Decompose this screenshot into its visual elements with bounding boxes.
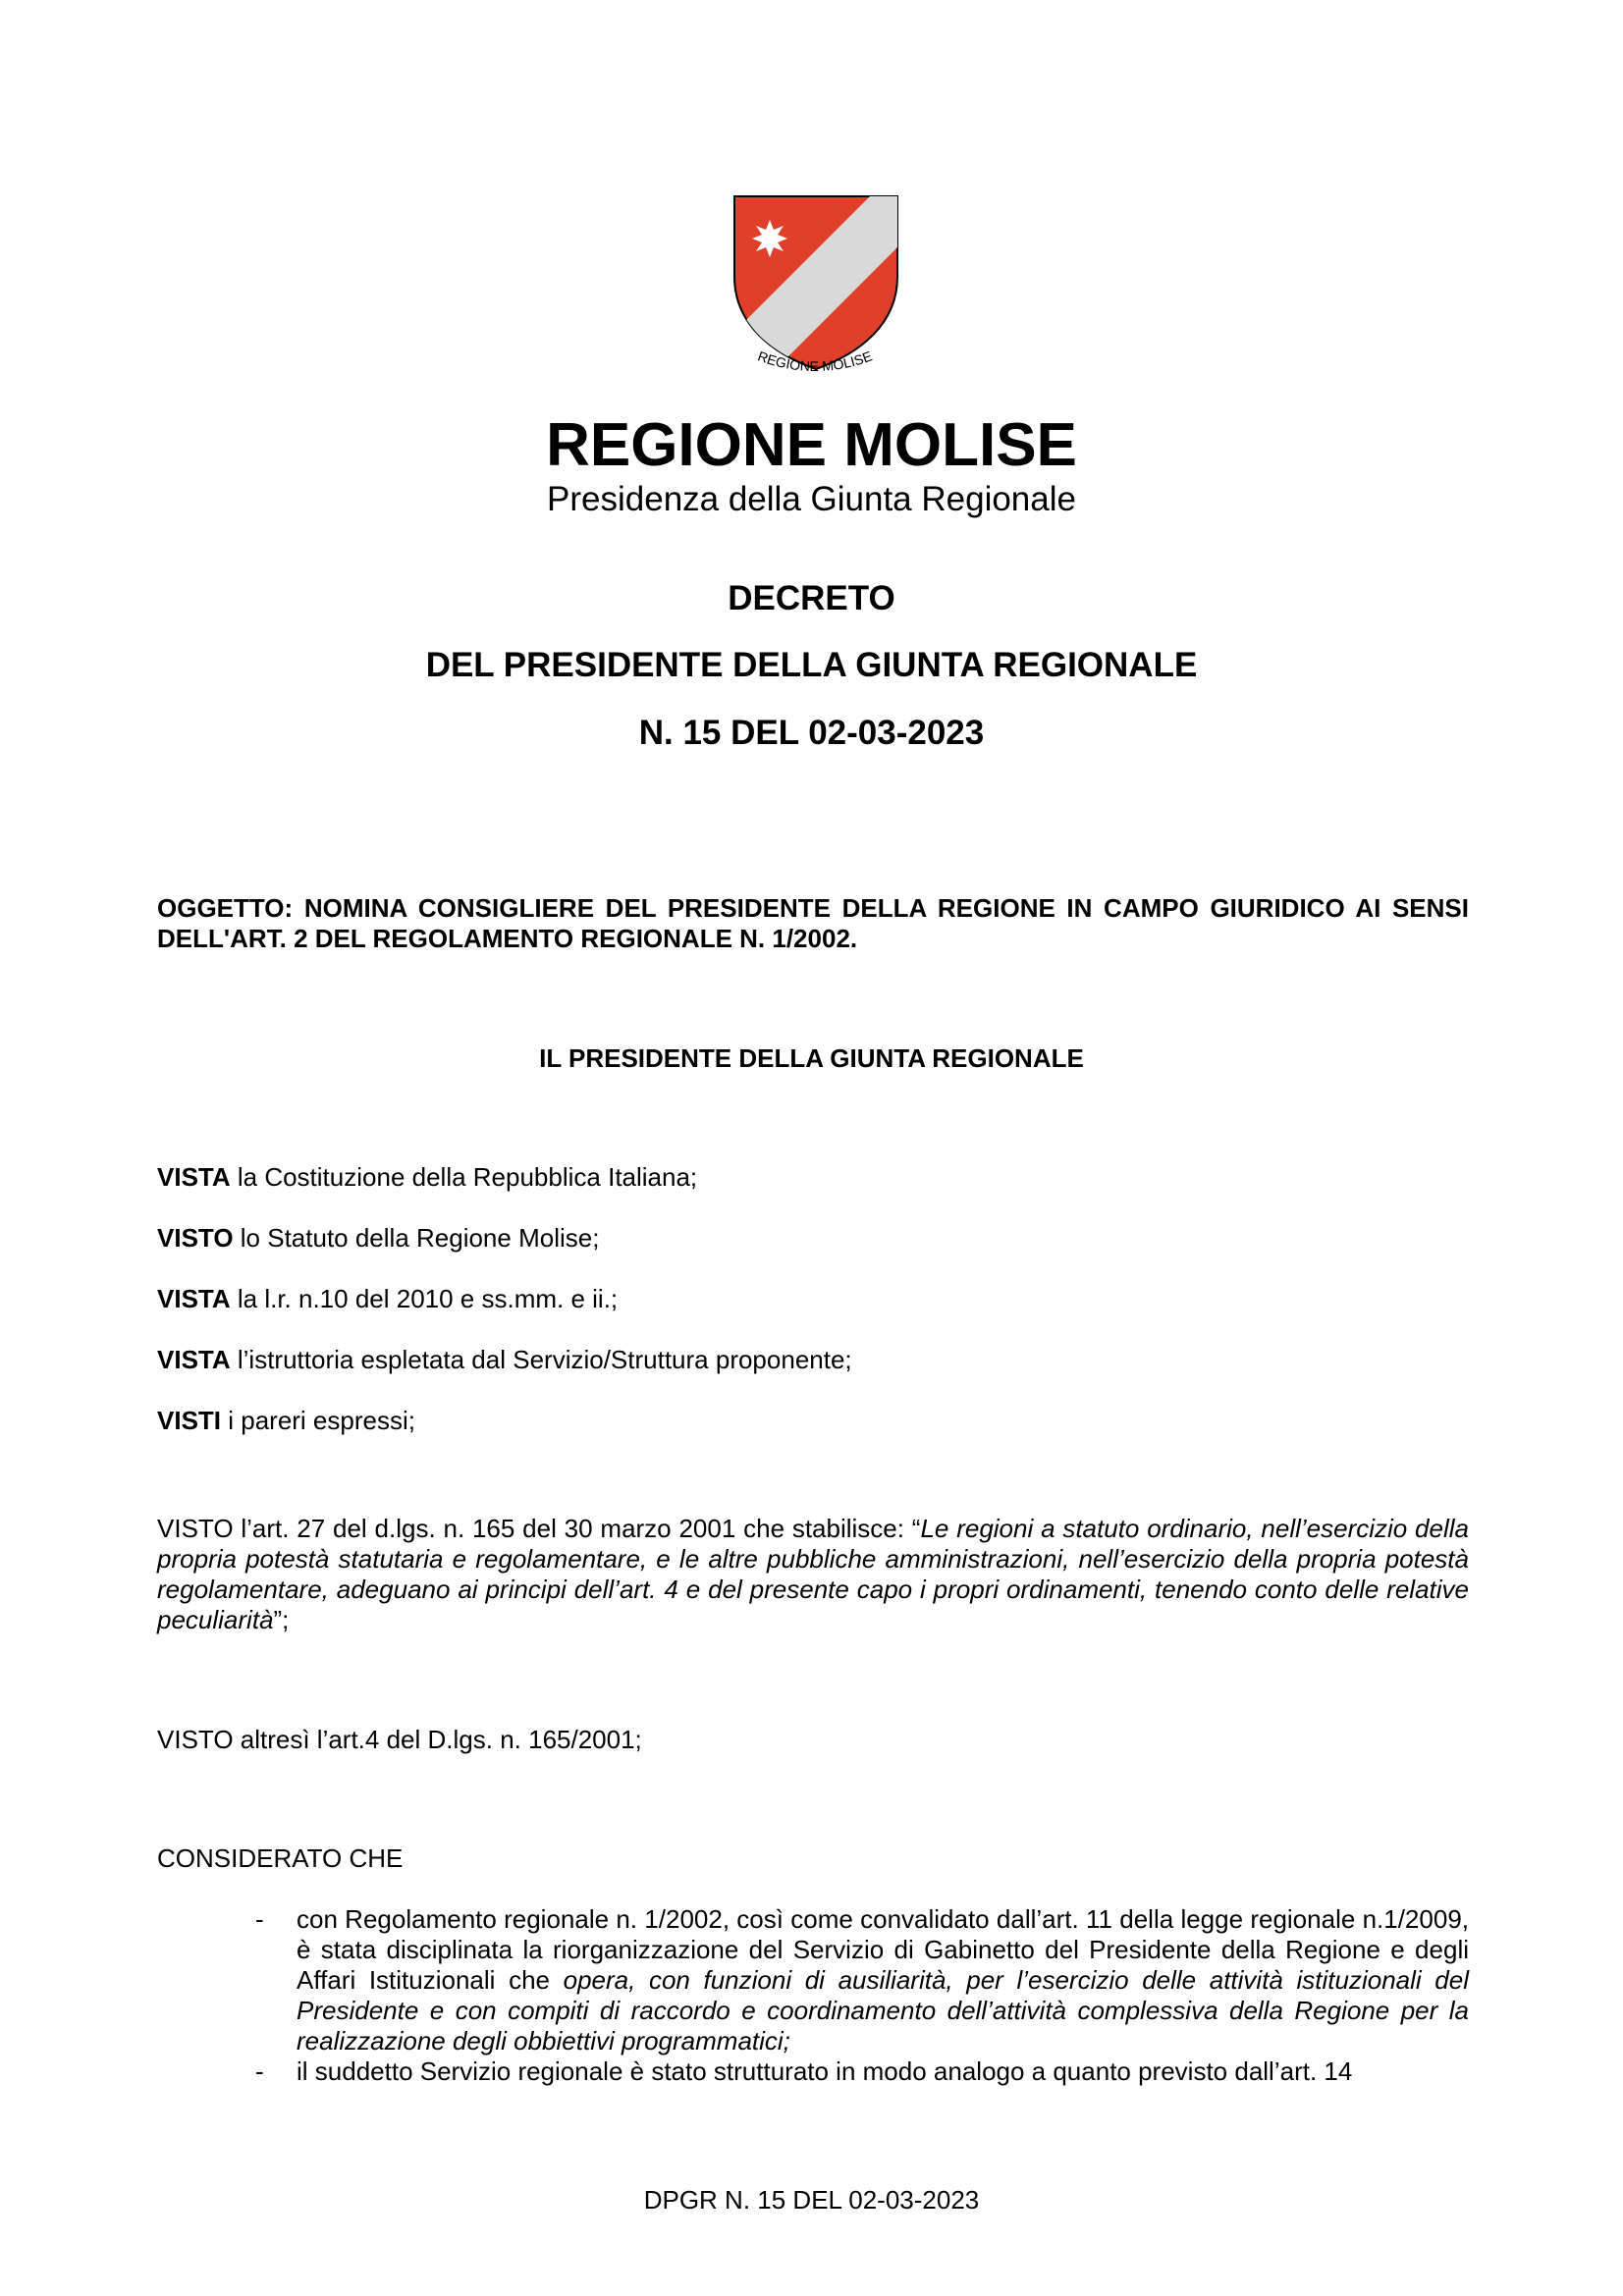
page-subtitle: Presidenza della Giunta Regionale <box>547 480 1076 518</box>
decree-heading: DECRETO <box>728 579 895 617</box>
premise-item: VISTO lo Statuto della Regione Molise; <box>157 1223 600 1253</box>
decree-authority: DEL PRESIDENTE DELLA GIUNTA REGIONALE <box>425 646 1198 684</box>
subject-paragraph: OGGETTO: NOMINA CONSIGLIERE DEL PRESIDENTE DELLA REGIONE IN CAMPO GIURIDICO AI SENSI DELL'ART. 2 DEL REGOLAMENTO REGIONALE N. 1/2002. <box>157 893 1469 953</box>
page-title: REGIONE MOLISE <box>546 411 1077 479</box>
considerato-list-item: - il suddetto Servizio regionale è stato strutturato in modo analogo a quanto previsto dall’art. 14 <box>255 2056 1353 2086</box>
svg-text:REGIONE MOLISE: REGIONE MOLISE <box>755 347 875 375</box>
premise-item: VISTA l’istruttoria espletata dal Servizio/Struttura proponente; <box>157 1345 852 1374</box>
issuer-heading: IL PRESIDENTE DELLA GIUNTA REGIONALE <box>539 1043 1084 1073</box>
quoted-law-text: Le regioni a statuto ordinario, nell’esercizio della propria potestà statutaria e regolamentare, e le altre pubbliche amministrazioni, nell’esercizio della propria potestà regolamentare, adeguano ai principi dell’art. 4 e del presente capo i propri ordinamenti, tenendo conto delle relative peculiarità <box>157 1514 1469 1634</box>
considerato-heading: CONSIDERATO CHE <box>157 1843 404 1873</box>
page-footer: DPGR N. 15 DEL 02-03-2023 <box>643 2185 980 2215</box>
visto-art4-paragraph: VISTO altresì l’art.4 del D.lgs. n. 165/2001; <box>157 1725 642 1754</box>
premise-item: VISTA la l.r. n.10 del 2010 e ss.mm. e ii.; <box>157 1284 619 1313</box>
premise-item: VISTI i pareri espressi; <box>157 1406 415 1435</box>
decree-number-date: N. 15 DEL 02-03-2023 <box>638 714 985 752</box>
considerato-list-item: - con Regolamento regionale n. 1/2002, così come convalidato dall’art. 11 della legge regionale n.1/2009, è stata disciplinata la riorganizzazione del Servizio di Gabinetto del Presidente della Regione e degli Affari Istituzionali che opera, con funzioni di ausiliarità, per l’esercizio delle attività istituzionali del Presidente e con compiti di raccordo e coordinamento dell’attività complessiva della Regione per la realizzazione degli obbiettivi programmatici; <box>255 1904 1469 2056</box>
emblem-caption <box>731 344 898 393</box>
premise-item: VISTA la Costituzione della Repubblica Italiana; <box>157 1162 698 1192</box>
visto-art27-paragraph: VISTO l’art. 27 del d.lgs. n. 165 del 30 marzo 2001 che stabilisce: “Le regioni a statuto ordinario, nell’esercizio della propria potestà statutaria e regolamentare, e le altre pubbliche amministrazioni, nell’esercizio della propria potestà regolamentare, adeguano ai principi dell’art. 4 e del presente capo i propri ordinamenti, tenendo conto delle relative peculiarità”; <box>157 1514 1469 1634</box>
